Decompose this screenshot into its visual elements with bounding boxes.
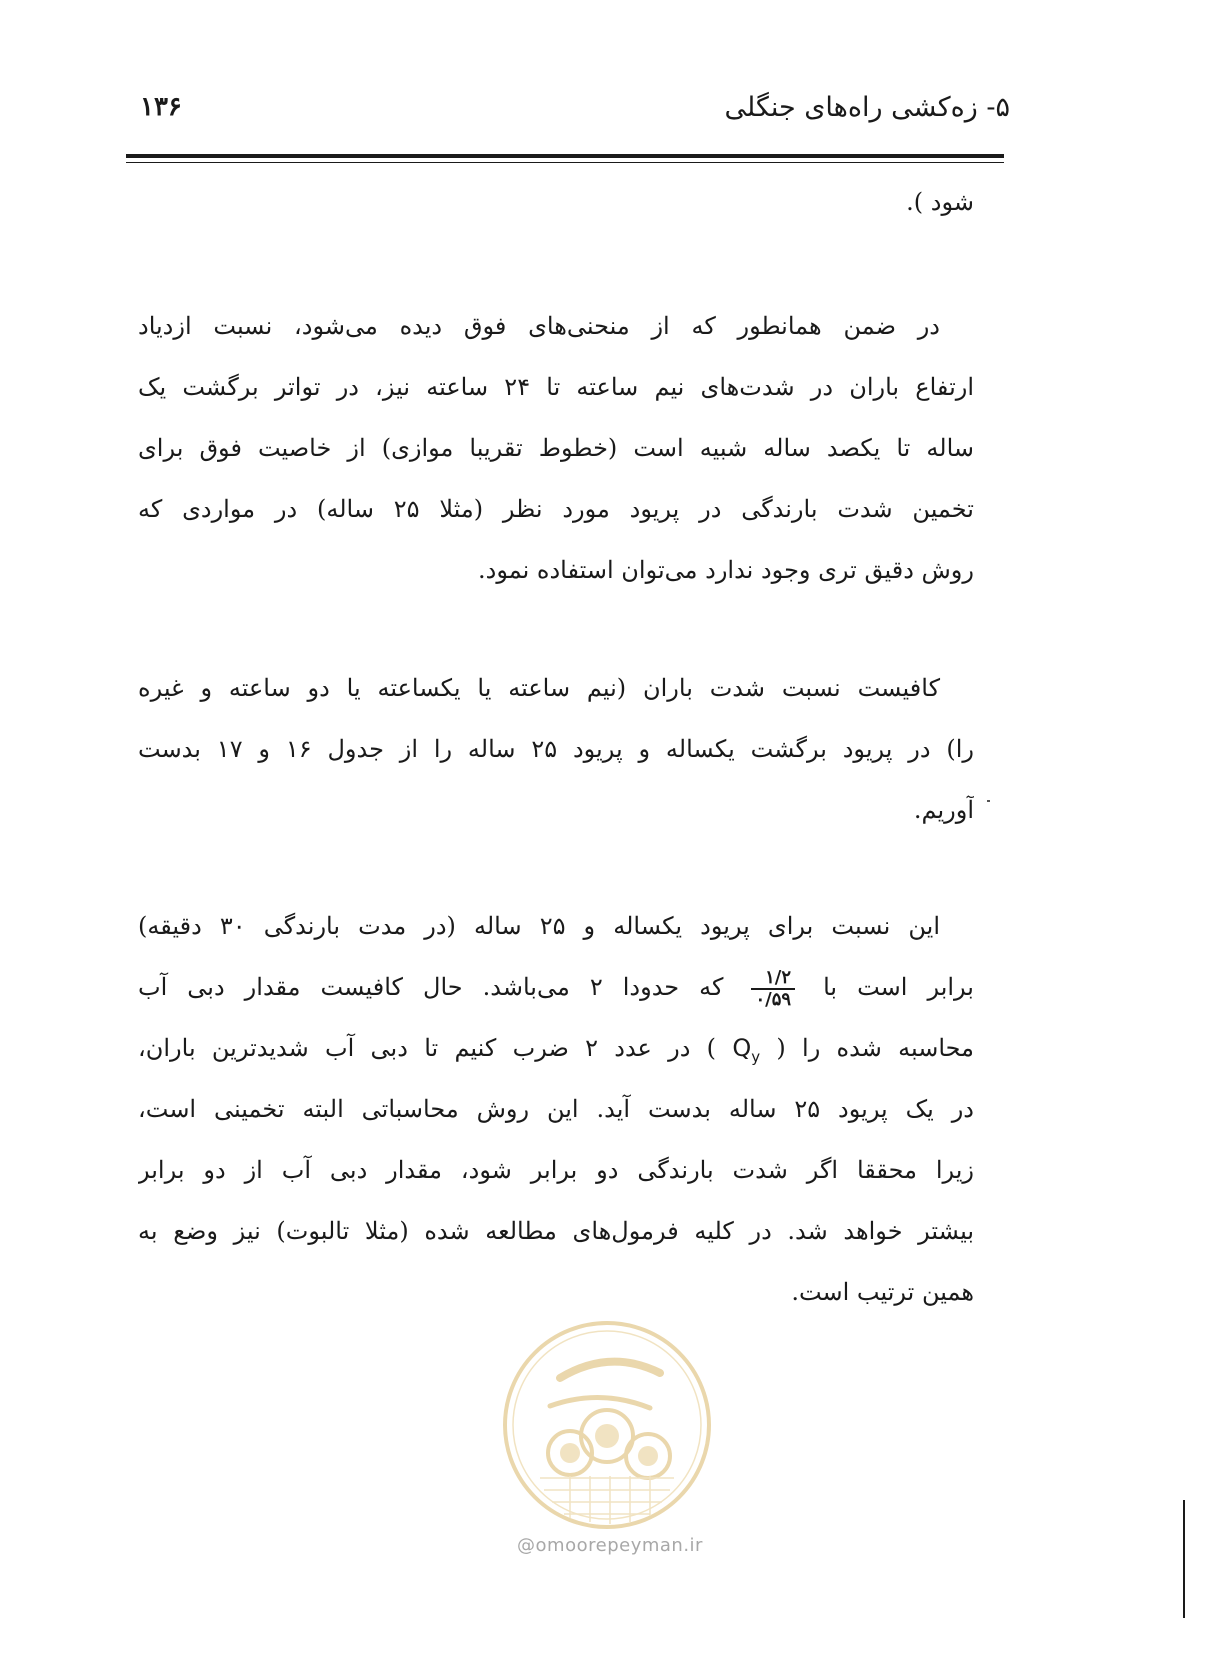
text-line: تخمین شدت بارندگی در پریود مورد نظر (مثلا ۲۵ ساله) در مواردی که xyxy=(138,495,974,523)
text-line: زیرا محققا اگر شدت بارندگی دو برابر شود، مقدار دبی آب از دو برابر xyxy=(138,1156,974,1184)
header-rule-thick xyxy=(126,154,1004,158)
text-segment: برابر است با xyxy=(823,973,974,1001)
text-segment: ) در عدد ۲ ضرب کنیم تا دبی آب شدیدترین باران، xyxy=(138,1034,717,1062)
fraction-numerator: ۱/۲ xyxy=(751,968,795,990)
header-rule-thin xyxy=(126,162,1004,163)
text-segment: که حدودا ۲ می‌باشد. حال کافیست مقدار دبی آب xyxy=(138,973,724,1001)
text-line: را) در پریود برگشت یکساله و پریود ۲۵ ساله را از جدول ۱۶ و ۱۷ بدست xyxy=(138,735,974,763)
text-line: در ضمن همانطور که از منحنی‌های فوق دیده می‌شود، نسبت ازدیاد xyxy=(138,312,940,340)
symbol-subscript: y xyxy=(751,1047,761,1066)
text-line: این نسبت برای پریود یکساله و ۲۵ ساله (در مدت بارندگی ۳۰ دقیقه) xyxy=(138,912,941,940)
text-line-with-symbol xyxy=(138,1018,974,1079)
paragraph-3 xyxy=(138,896,974,1323)
text-line: آوریم. xyxy=(913,796,974,824)
watermark-logo xyxy=(500,1318,714,1532)
text-line: ارتفاع باران در شدت‌های نیم ساعته تا ۲۴ ساعته نیز، در تواتر برگشت یک xyxy=(138,373,974,401)
text-line: بیشتر خواهد شد. در کلیه فرمول‌های مطالعه شده (مثلا تالبوت) نیز وضع به xyxy=(138,1217,974,1245)
page-number: ۱۳۶ xyxy=(140,92,182,122)
text-segment: محاسبه شده را ( xyxy=(776,1034,974,1062)
scan-speck xyxy=(987,800,990,802)
ratio-fraction xyxy=(751,968,795,1010)
chapter-title: ۵- زه‌کشی راه‌های جنگلی xyxy=(724,92,1010,123)
scan-margin-line xyxy=(1183,1500,1185,1618)
paragraph-1 xyxy=(138,296,974,601)
text-line: روش دقیق تری وجود ندارد می‌توان استفاده نمود. xyxy=(478,556,974,584)
text-line: همین ترتیب است. xyxy=(791,1278,974,1306)
continuation-text xyxy=(138,172,974,233)
text-line: کافیست نسبت شدت باران (نیم ساعته یا یکساعته یا دو ساعته و غیره xyxy=(138,674,940,702)
paragraph-2 xyxy=(138,658,974,841)
text-line: در یک پریود ۲۵ ساله بدست آید. این روش محاسباتی البته تخمینی است، xyxy=(138,1095,974,1123)
watermark-url: @omoorepeyman.ir xyxy=(517,1535,703,1556)
text-line-with-fraction xyxy=(138,957,974,1018)
text-line: ساله تا یکصد ساله شبیه است (خطوط تقریبا موازی) از خاصیت فوق برای xyxy=(138,434,974,462)
discharge-symbol xyxy=(732,1034,761,1066)
text-line: شود ). xyxy=(906,188,974,216)
symbol-letter: Q xyxy=(732,1034,752,1062)
fraction-denominator: ۰/۵۹ xyxy=(755,988,792,1010)
